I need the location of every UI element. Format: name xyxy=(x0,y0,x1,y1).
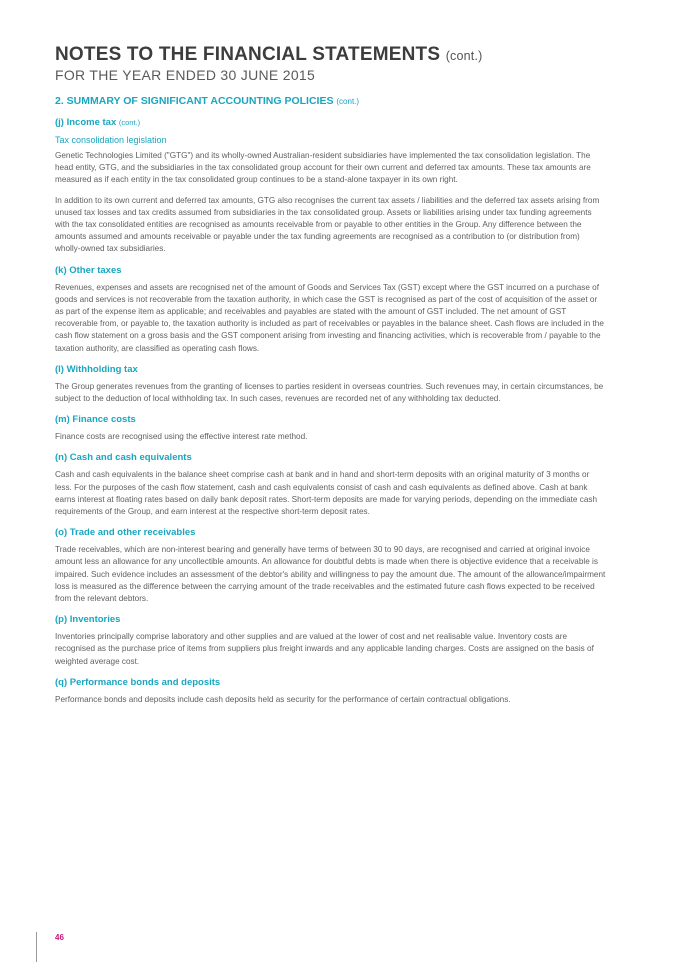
page-title xyxy=(55,44,607,67)
note-j-heading-cont: (cont.) xyxy=(118,118,141,127)
note-p-heading: (p) Inventories xyxy=(55,614,121,626)
title-text: NOTES TO THE FINANCIAL STATEMENTS xyxy=(55,44,441,65)
note-k-paragraph-1: Revenues, expenses and assets are recognised net of the amount of Goods and Services Tax (GST) except where the GST incurred on a purchase of goods and services is not recoverable from the taxation authority, in which case the GST is recognised as part of the cost of acquisition of the asset or as part of the expense item as applicable; and receivables and payables are stated with the amount of GST included. The net amount of GST recoverable from, or payable to, the taxation authority is included as part of receivables or payables in the balance sheet. Cash flows are included in the cash flow statement on a gross basis and the GST component arising from investing and financing activities, which is recoverable from / payable to the taxation authority, are classified as operating cash flows. xyxy=(55,282,604,353)
note-m-paragraph-1: Finance costs are recognised using the effective interest rate method. xyxy=(55,432,308,442)
note-q xyxy=(55,677,607,706)
note-j-heading xyxy=(55,117,607,129)
note-n xyxy=(55,452,607,518)
note-l xyxy=(55,364,607,405)
note-q-heading: (q) Performance bonds and deposits xyxy=(55,676,221,688)
note-n-paragraph-1: Cash and cash equivalents in the balance sheet comprise cash at bank and in hand and short-term deposits with an original maturity of 3 months or less. For the purposes of the cash flow statement, cash and cash equivalents consist of cash and cash equivalents as defined above. Cash at bank earns interest at floating rates based on daily bank deposit rates. Short-term deposits are made for varying periods, depending on the immediate cash requirements of the Group, and earn interest at the respective short-term deposit rates. xyxy=(55,470,598,517)
note-o-heading: (o) Trade and other receivables xyxy=(55,527,196,539)
note-k xyxy=(55,265,607,355)
note-p xyxy=(55,614,607,668)
note-j-heading-text: (j) Income tax xyxy=(55,117,117,128)
note-j xyxy=(55,117,607,256)
note-p-paragraph-1: Inventories principally comprise laboratory and other supplies and are valued at the lower of cost and net realisable value. Inventory costs are recognised as the purchase price of items from suppliers plus freight inwards and any applicable landing charges. Costs are assigned on the basis of weighted average cost. xyxy=(55,632,594,666)
section-heading xyxy=(55,95,607,108)
title-cont: (cont.) xyxy=(445,49,483,63)
page-number: 46 xyxy=(55,933,64,942)
note-n-heading: (n) Cash and cash equivalents xyxy=(55,452,192,464)
note-m-heading: (m) Finance costs xyxy=(55,414,136,426)
note-q-paragraph-1: Performance bonds and deposits include cash deposits held as security for the performance of certain contractual obligations. xyxy=(55,694,511,704)
note-l-paragraph-1: The Group generates revenues from the granting of licenses to parties resident in overseas countries. Such revenues may, in certain circumstances, be subject to the deduction of local withholding tax. In such cases, revenues are recorded net of any withholding tax deducted. xyxy=(55,381,604,404)
page-content xyxy=(55,44,607,715)
note-o-paragraph-1: Trade receivables, which are non-interest bearing and generally have terms of between 30 to 90 days, are recognised and carried at original invoice amount less an allowance for any uncollectible amounts. An allowance for doubtful debts is made when there is objective evidence that a receivable is impaired. Such evidence includes an assessment of the debtor's ability and willingness to pay the amount due. The amount of the allowance/impairment loss is measured as the difference between the carrying amount of the trade receivables and the estimated future cash flows expected to be received from the relevant debtors. xyxy=(55,545,606,604)
section-heading-text: 2. SUMMARY OF SIGNIFICANT ACCOUNTING POLICIES xyxy=(55,95,334,107)
note-l-heading: (l) Withholding tax xyxy=(55,363,138,375)
note-j-paragraph-1: Genetic Technologies Limited ("GTG") and its wholly-owned Australian-resident subsidiaries have implemented the tax consolidation legislation. The head entity, GTG, and the subsidiaries in the tax consolidated group account for their own current and deferred tax amounts. These tax amounts are measured as if each entity in the tax consolidated group continues to be a stand-alone taxpayer in its own right. xyxy=(55,151,591,185)
note-m xyxy=(55,414,607,443)
footer-divider xyxy=(36,932,37,962)
section-heading-cont: (cont.) xyxy=(336,97,360,106)
note-k-heading: (k) Other taxes xyxy=(55,264,122,276)
page-subtitle: FOR THE YEAR ENDED 30 JUNE 2015 xyxy=(55,67,316,83)
note-j-subheading: Tax consolidation legislation xyxy=(55,135,167,145)
note-j-paragraph-2: In addition to its own current and deferred tax amounts, GTG also recognises the current tax assets / liabilities and the deferred tax assets arising from unused tax losses and tax credits assumed from subsidiaries in the tax consolidated group. Assets or liabilities arising under tax funding agreements with the tax consolidated entities are recognised as amounts receivable from or payable to other entities in the Group. Any difference between the amounts assumed and amounts receivable or payable under the tax funding agreements are recognised as a contribution to (or distribution from) wholly-owned tax subsidiaries. xyxy=(55,195,600,254)
note-o xyxy=(55,527,607,605)
